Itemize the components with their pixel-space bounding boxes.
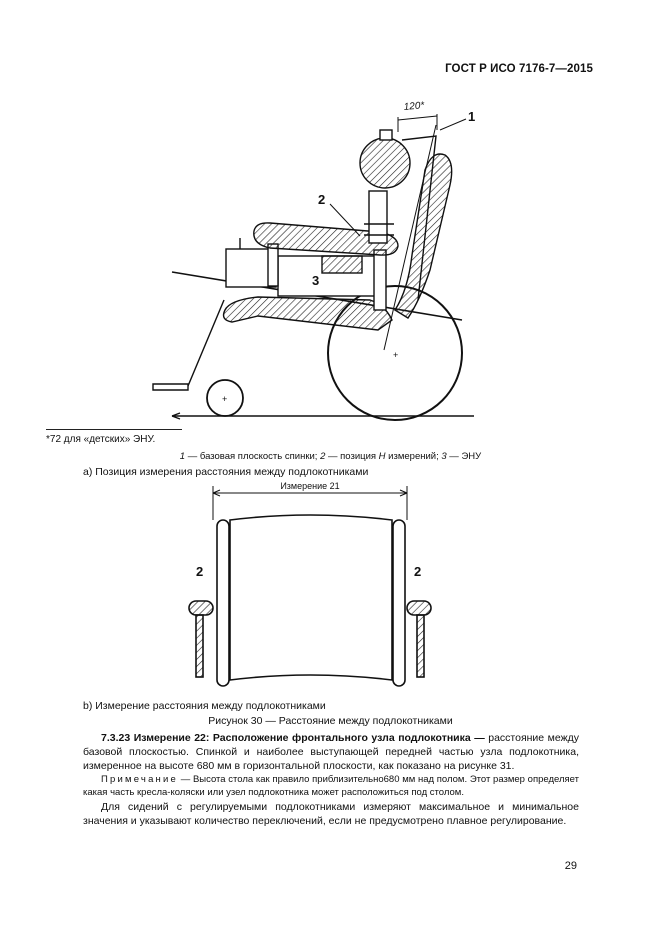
dimension-120: 120*	[403, 100, 425, 113]
note-text: — Высота стола как правило приблизительно680 мм над полом. Этот размер определяет какая часть кресла-коляски или узел подлокотника может расположиться под столом.	[83, 774, 579, 798]
figure-caption: Рисунок 30 — Расстояние между подлокотниками	[208, 715, 453, 727]
svg-text:+: +	[222, 394, 228, 404]
label-2-left: 2	[196, 564, 204, 579]
caption-a: а) Позиция измерения расстояния между подлокотниками	[83, 466, 369, 478]
caption-b: b) Измерение расстояния между подлокотниками	[83, 700, 326, 712]
footnote-rule	[46, 429, 182, 430]
footnote: *72 для «детских» ЭНУ.	[46, 434, 156, 445]
note-label: Примечание	[101, 774, 178, 785]
section-text: расстояние между базовой плоскостью. Спинкой и наиболее выступающей передней частью узла подлокотника, измеренное на высоте 680 мм в горизонтальной плоскости, как показано на рисунке 31.	[83, 732, 579, 772]
wheelchair-front-view	[189, 486, 431, 686]
section-heading: 7.3.23 Измерение 22: Расположение фронтального узла подлокотника —	[101, 732, 485, 744]
dimension-21: Измерение 21	[280, 481, 340, 491]
section-7-3-23	[83, 731, 579, 773]
label-1: 1	[468, 109, 476, 124]
label-2-right: 2	[414, 564, 422, 579]
svg-text:+: +	[393, 350, 399, 360]
wheelchair-side-view	[153, 114, 474, 420]
document-header: ГОСТ Р ИСО 7176-7—2015	[445, 63, 593, 75]
page-number: 29	[564, 860, 577, 872]
figure-legend: 1 — базовая плоскость спинки; 2 — позиция H измерений; 3 — ЭНУ	[179, 451, 482, 462]
body-paragraph: Для сидений с регулируемыми подлокотниками измеряют максимальное и минимальное значения и указывают количество переключений, если не предусмотрено плавное регулирование.	[83, 801, 579, 827]
label-3: 3	[312, 273, 320, 288]
note	[83, 773, 579, 799]
label-2: 2	[318, 192, 326, 207]
